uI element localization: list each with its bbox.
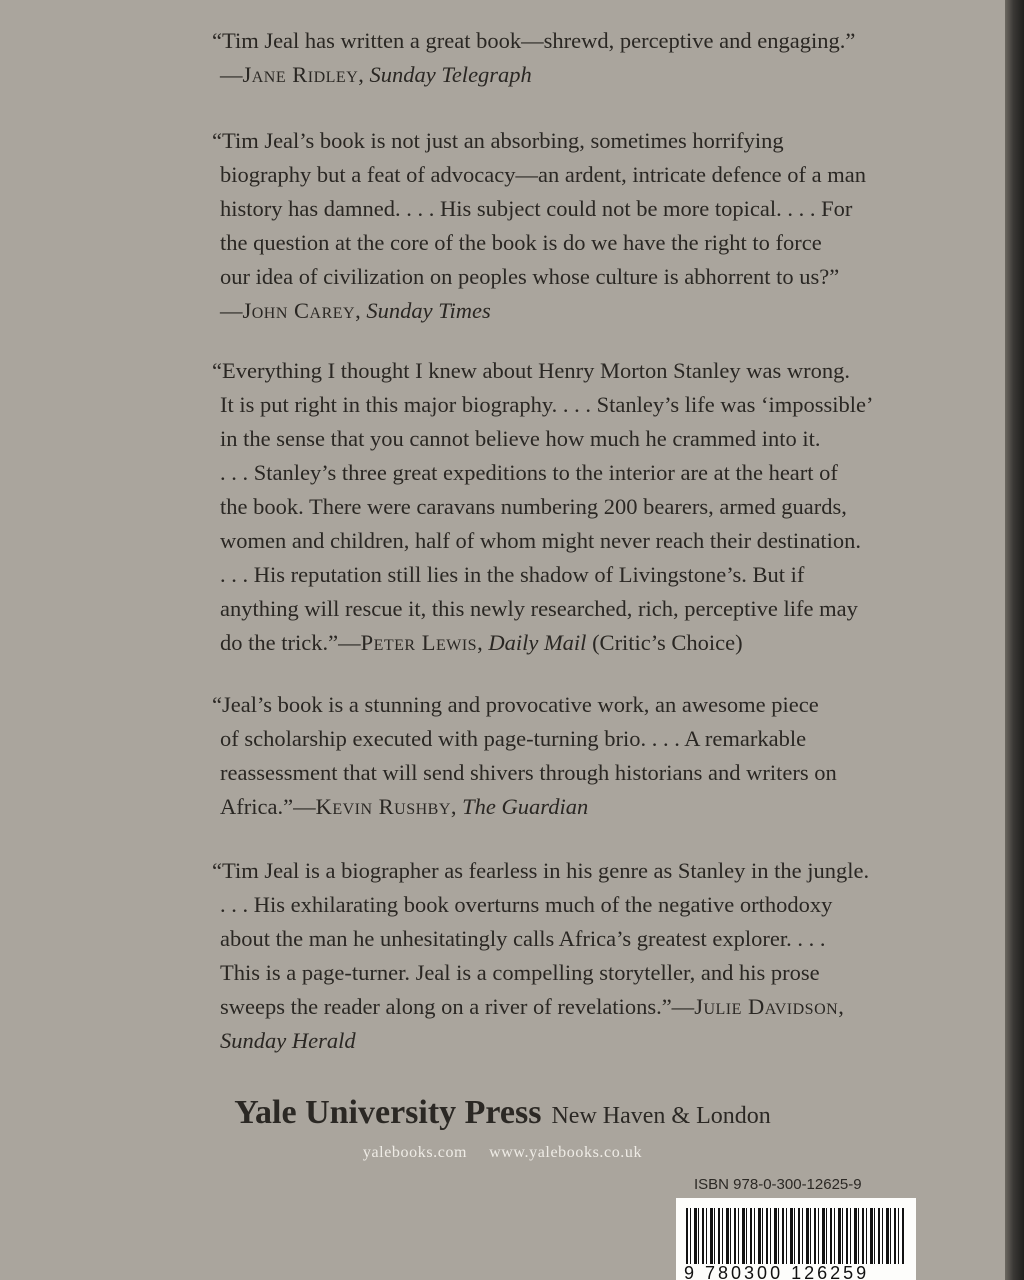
quote-line: the question at the core of the book is do we have the right to force <box>220 230 822 255</box>
quote-attribution: —Jane Ridley, Sunday Telegraph <box>220 62 532 87</box>
quote-line: “Everything I thought I knew about Henry Morton Stanley was wrong. <box>212 358 850 383</box>
quote-line: . . . His exhilarating book overturns much of the negative orthodoxy <box>220 892 833 917</box>
website-link: www.yalebooks.co.uk <box>489 1144 643 1161</box>
reviewer-name: John Carey <box>242 298 356 323</box>
reviewer-name: Kevin Rushby <box>315 794 451 819</box>
review-quote-1 <box>212 24 902 92</box>
cover-edge <box>1005 0 1024 1280</box>
quote-line: “Tim Jeal has written a great book—shrewd, perceptive and engaging.” <box>212 28 856 53</box>
quote-line: . . . His reputation still lies in the shadow of Livingstone’s. But if <box>220 562 805 587</box>
publication-name: Sunday Times <box>366 298 491 323</box>
quote-line: anything will rescue it, this newly researched, rich, perceptive life may <box>220 596 858 621</box>
quote-line: biography but a feat of advocacy—an ardent, intricate defence of a man <box>220 162 866 187</box>
quote-line: the book. There were caravans numbering 200 bearers, armed guards, <box>220 494 847 519</box>
reviewer-name: Peter Lewis <box>360 630 478 655</box>
quote-line: . . . Stanley’s three great expeditions to the interior are at the heart of <box>220 460 838 485</box>
publisher-line <box>0 1094 1005 1132</box>
barcode-box <box>676 1198 916 1280</box>
isbn-label: ISBN 978-0-300-12625-9 <box>694 1176 862 1193</box>
quote-line: “Jeal’s book is a stunning and provocative work, an awesome piece <box>212 692 819 717</box>
publication-name: Daily Mail <box>488 630 587 655</box>
quote-line: “Tim Jeal’s book is not just an absorbing, sometimes horrifying <box>212 128 784 153</box>
quote-line: “Tim Jeal is a biographer as fearless in his genre as Stanley in the jungle. <box>212 858 870 883</box>
review-quote-4 <box>212 688 902 824</box>
quote-attribution: do the trick.”—Peter Lewis, Daily Mail (Critic’s Choice) <box>220 630 743 655</box>
review-quote-2 <box>212 124 902 328</box>
quote-line: reassessment that will send shivers through historians and writers on <box>220 760 837 785</box>
reviewer-name: Jane Ridley <box>242 62 359 87</box>
quote-attribution: —John Carey, Sunday Times <box>220 298 491 323</box>
quote-line: women and children, half of whom might never reach their destination. <box>220 528 862 553</box>
quote-line: It is put right in this major biography. . . . Stanley’s life was ‘impossible’ <box>220 392 874 417</box>
quote-line: in the sense that you cannot believe how much he crammed into it. <box>220 426 821 451</box>
quote-line: about the man he unhesitatingly calls Africa’s greatest explorer. . . . <box>220 926 826 951</box>
website-link: yalebooks.com <box>362 1144 468 1161</box>
publisher-name: Yale University Press <box>234 1094 542 1131</box>
quote-line: history has damned. . . . His subject could not be more topical. . . . For <box>220 196 853 221</box>
publication-name: Sunday Herald <box>220 1028 356 1053</box>
barcode-icon <box>686 1208 904 1264</box>
publisher-location: New Haven & London <box>551 1103 771 1129</box>
quote-attribution: sweeps the reader along on a river of revelations.”—Julie Davidson, <box>220 994 844 1019</box>
quote-attribution: Africa.”—Kevin Rushby, The Guardian <box>220 794 589 819</box>
quote-line: of scholarship executed with page-turning brio. . . . A remarkable <box>220 726 807 751</box>
barcode-digits: 9 780300 126259 <box>684 1264 870 1280</box>
review-quote-5 <box>212 854 902 1058</box>
publication-name: The Guardian <box>462 794 589 819</box>
publisher-websites <box>0 1144 1005 1162</box>
quote-line: This is a page-turner. Jeal is a compelling storyteller, and his prose <box>220 960 820 985</box>
reviewer-name: Julie Davidson <box>694 994 839 1019</box>
publication-name: Sunday Telegraph <box>369 62 532 87</box>
review-quote-3 <box>212 354 902 660</box>
quote-line: our idea of civilization on peoples whose culture is abhorrent to us?” <box>220 264 840 289</box>
